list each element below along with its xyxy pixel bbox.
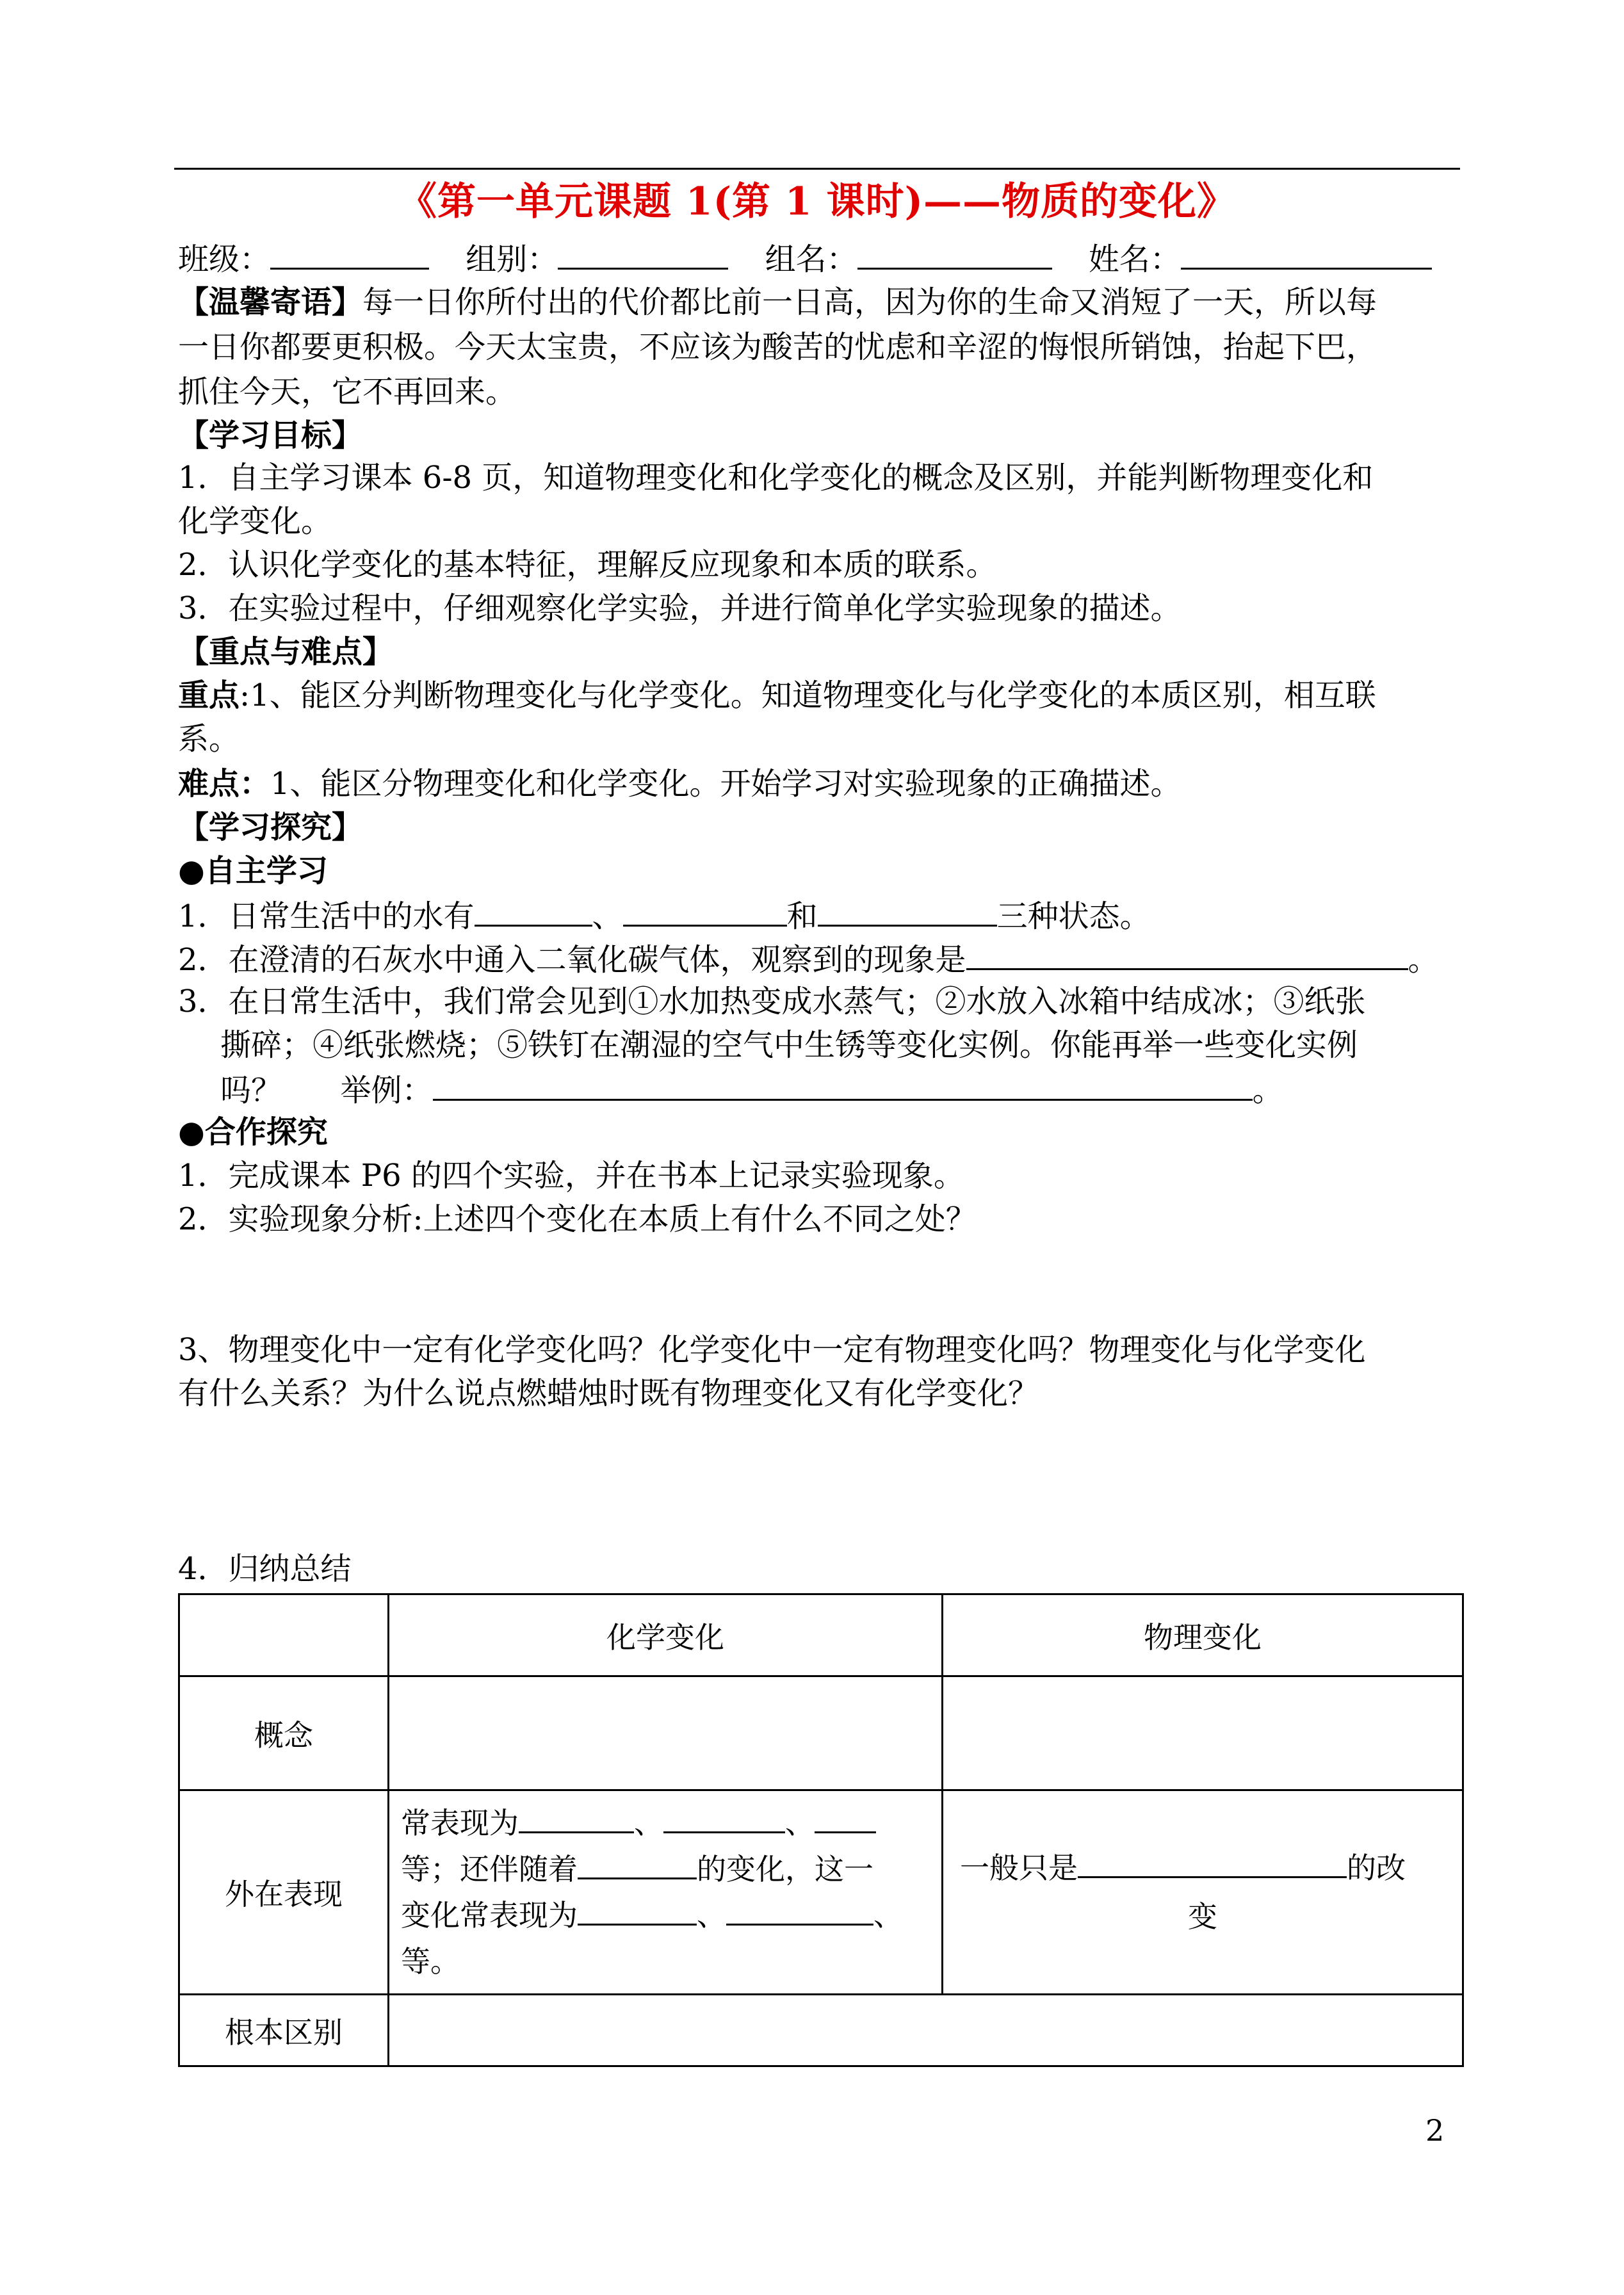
key-label: 重点 xyxy=(178,677,240,713)
key-point-line2: 系。 xyxy=(178,721,240,757)
key-points-heading: 【重点与难点】 xyxy=(178,634,394,670)
row-label-appearance: 外在表现 xyxy=(179,1790,389,1995)
chem-change-blank-1[interactable] xyxy=(578,1894,697,1926)
self-study-q3-line1: 3．在日常生活中，我们常会见到①水加热变成水蒸气；②水放入冰箱中结成冰；③纸张 xyxy=(178,984,1366,1019)
warm-words-line3: 抓住今天，它不再回来。 xyxy=(178,374,517,410)
phenomenon-blank[interactable] xyxy=(966,939,1408,970)
table-header-row xyxy=(179,1594,1463,1676)
objective-1-line2: 化学变化。 xyxy=(178,503,332,539)
self-study-heading: ●自主学习 xyxy=(178,853,328,889)
objective-2: 2．认识化学变化的基本特征，理解反应现象和本质的联系。 xyxy=(178,547,997,583)
name-blank[interactable] xyxy=(1181,238,1432,270)
cooperation-q1: 1．完成课本 P6 的四个实验，并在书本上记录实验现象。 xyxy=(178,1158,964,1194)
cooperation-q2: 2．实验现象分析:上述四个变化在本质上有什么不同之处？ xyxy=(178,1201,977,1237)
objective-1-line1: 1．自主学习课本 6-8 页，知道物理变化和化学变化的概念及区别，并能判断物理变化和 xyxy=(178,460,1374,496)
table-corner-cell xyxy=(179,1594,389,1676)
summary-heading: 4．归纳总结 xyxy=(178,1551,352,1587)
row-label-difference: 根本区别 xyxy=(179,1995,389,2066)
chem-appearance-blank-3[interactable] xyxy=(815,1802,876,1833)
water-state-blank-1[interactable] xyxy=(475,895,592,927)
name-label: 姓名： xyxy=(1088,241,1181,277)
cooperation-q3-line2: 有什么关系？为什么说点燃蜡烛时既有物理变化又有化学变化？ xyxy=(178,1375,1039,1411)
chem-change-blank-2[interactable] xyxy=(726,1894,873,1926)
phys-appearance-blank[interactable] xyxy=(1078,1847,1347,1878)
chem-appearance-cell: 常表现为 、 、 等；还伴随着 的变化，这一 变化常表现为 、 、 等。 xyxy=(389,1790,943,1995)
col-chemical-change: 化学变化 xyxy=(389,1594,943,1676)
warm-words-label: 【温馨寄语】 xyxy=(178,284,363,320)
header-fields xyxy=(178,238,1432,279)
page-title: 《第一单元课题 1(第 1 课时)——物质的变化》 xyxy=(398,179,1236,224)
group-label: 组别： xyxy=(466,241,558,277)
table-row-difference xyxy=(179,1995,1463,2066)
page-number: 2 xyxy=(1425,2113,1445,2148)
example-blank[interactable] xyxy=(433,1069,1253,1101)
objectives-heading: 【学习目标】 xyxy=(178,418,363,453)
top-rule xyxy=(174,168,1460,170)
water-state-blank-2[interactable] xyxy=(623,895,787,927)
cooperation-q3-line1: 3、物理变化中一定有化学变化吗？化学变化中一定有物理变化吗？物理变化与化学变化 xyxy=(178,1332,1366,1368)
group-name-blank[interactable] xyxy=(857,238,1052,270)
chem-appearance-blank-2[interactable] xyxy=(663,1802,785,1833)
cooperation-heading: ●合作探究 xyxy=(178,1114,328,1150)
self-study-q1: 1．日常生活中的水有 、 和 三种状态。 xyxy=(178,895,1151,936)
difference-cell[interactable] xyxy=(389,1995,1463,2066)
class-label: 班级： xyxy=(178,241,271,277)
self-study-q3-line2: 撕碎；④纸张燃烧；⑤铁钉在潮湿的空气中生锈等变化实例。你能再举一些变化实例 xyxy=(220,1027,1358,1063)
warm-words-line2: 一日你都要更积极。今天太宝贵，不应该为酸苦的忧虑和辛涩的悔恨所销蚀，抬起下巴， xyxy=(178,329,1377,365)
group-name-label: 组名： xyxy=(765,241,857,277)
chem-accompany-blank[interactable] xyxy=(578,1848,697,1879)
phys-appearance-cell: 一般只是 的改 变 xyxy=(943,1790,1463,1995)
self-study-q2: 2．在澄清的石灰水中通入二氧化碳气体，观察到的现象是 。 xyxy=(178,939,1439,979)
warm-words-line1: 【温馨寄语】每一日你所付出的代价都比前一日高，因为你的生命又消短了一天，所以每 xyxy=(178,284,1377,320)
key-point-line1: 重点:1、能区分判断物理变化与化学变化。知道物理变化与化学变化的本质区别，相互联 xyxy=(178,677,1376,713)
col-physical-change: 物理变化 xyxy=(943,1594,1463,1676)
table-row-appearance xyxy=(179,1790,1463,1995)
group-blank[interactable] xyxy=(558,238,728,270)
self-study-q3-line3: 吗？ 举例： 。 xyxy=(220,1069,1283,1110)
water-state-blank-3[interactable] xyxy=(818,895,997,927)
table-row-concept xyxy=(179,1676,1463,1790)
difficulty-line: 难点：1、能区分物理变化和化学变化。开始学习对实验现象的正确描述。 xyxy=(178,766,1181,802)
phys-concept-cell[interactable] xyxy=(943,1676,1463,1790)
exploration-heading: 【学习探究】 xyxy=(178,809,363,845)
chem-concept-cell[interactable] xyxy=(389,1676,943,1790)
summary-table xyxy=(178,1593,1464,2067)
chem-appearance-blank-1[interactable] xyxy=(519,1802,634,1833)
class-blank[interactable] xyxy=(270,238,429,270)
row-label-concept: 概念 xyxy=(179,1676,389,1790)
objective-3: 3．在实验过程中，仔细观察化学实验，并进行简单化学实验现象的描述。 xyxy=(178,590,1181,626)
difficulty-label: 难点： xyxy=(178,766,271,802)
